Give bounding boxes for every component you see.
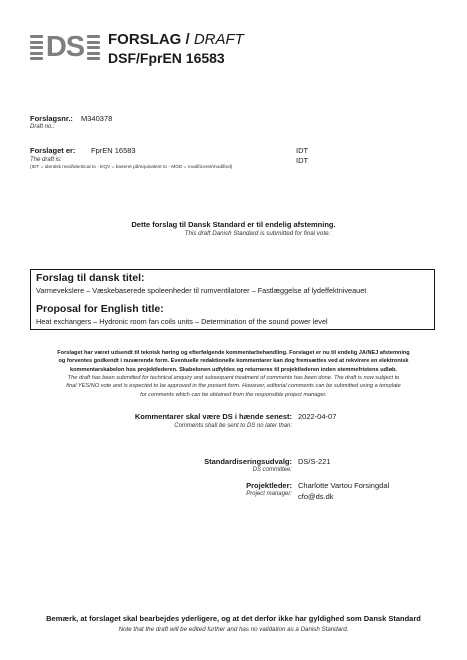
logo-bars-right xyxy=(87,35,100,61)
footer-english: Note that the draft will be edited further and has no validation as a Danish Standard. xyxy=(118,626,349,633)
manager-sub: Project manager: xyxy=(246,491,292,497)
draft-no-label: Draft no.: xyxy=(30,124,55,130)
forslaget-er-value: FprEN 16583 xyxy=(91,146,136,155)
notice-danish-line: kommentarskabelon hos projektlederen. Skabelonen udfyldes og returneres til projektlederen inden stemmefristens udløb. xyxy=(69,366,397,373)
notice-english-line: for comments which can be obtained from the responsible project manager. xyxy=(140,391,327,398)
forslaget-er-label: Forslaget er: xyxy=(30,146,76,155)
document-title xyxy=(108,31,244,48)
draft-is-idt: IDT xyxy=(296,156,309,165)
logo-text: DS xyxy=(45,31,85,63)
footer-danish: Bemærk, at forslaget skal bearbejdes yderligere, og at det derfor ikke har gyldighed som Dansk Standard xyxy=(46,614,421,623)
forslaget-er-idt: IDT xyxy=(296,146,309,155)
ds-logo xyxy=(30,33,100,63)
title-forslag: FORSLAG / xyxy=(108,31,194,48)
english-title: Heat exchangers – Hydronic room fan coils units – Determination of the sound power level xyxy=(36,317,328,326)
title-box xyxy=(30,269,435,330)
title-draft: DRAFT xyxy=(193,31,244,48)
notice-danish-line: og forventes godkendt i nuværende form. Eventuelle redaktionelle kommentarer kan dog fremsættes ved at rekvirere en elektronisk xyxy=(58,358,409,365)
manager-label: Projektleder: xyxy=(246,481,292,490)
deadline-sub: Comments shall be sent to DS no later than: xyxy=(174,423,292,429)
idt-legend: (IDT = identisk med/identical to - EQV = baseret på/equivalent to - MOD = modificeret/modified) xyxy=(30,165,233,170)
draft-is-label: The draft is: xyxy=(30,157,62,163)
notice-english-line: final YES/NO vote and is expected to be approved in the present form. However, editorial comments can be submitted using a template xyxy=(66,383,401,390)
english-title-heading: Proposal for English title: xyxy=(36,303,164,315)
notice-danish-line: Forslaget har været udsendt til teknisk høring og efterfølgende kommentarbehandling. Forslaget er nu til endelig JA/NEJ afstemning xyxy=(57,350,410,356)
danish-title: Varmevekslere – Væskebaserede spoleenheder til rumventilatorer – Fastlæggelse af lydeffektniveauet xyxy=(36,286,367,295)
committee-sub: DS committee: xyxy=(252,467,292,473)
danish-title-heading: Forslag til dansk titel: xyxy=(36,272,145,284)
document-reference: DSF/FprEN 16583 xyxy=(108,50,225,66)
deadline-label: Kommentarer skal være DS i hænde senest: xyxy=(134,412,292,421)
final-vote-danish: Dette forslag til Dansk Standard er til endelig afstemning. xyxy=(131,220,336,229)
notice-english xyxy=(30,374,437,399)
notice-english-line: The draft has been submitted for technical enquiry and subsequent treatment of comments has been done. The draft is now subject to xyxy=(67,375,400,381)
manager-email[interactable]: cfo@ds.dk xyxy=(298,492,334,501)
forslagsnr-label: Forslagsnr.: xyxy=(30,114,73,123)
deadline-value: 2022-04-07 xyxy=(298,412,337,421)
manager-name: Charlotte Vartou Forsingdal xyxy=(298,481,390,490)
committee-value: DS/S-221 xyxy=(298,457,331,466)
forslagsnr-value: M340378 xyxy=(81,114,113,123)
notice-danish xyxy=(30,349,437,374)
final-vote-english: This draft Danish Standard is submitted for final vote. xyxy=(184,230,331,237)
committee-label: Standardiseringsudvalg: xyxy=(204,457,292,466)
logo-bars-left xyxy=(30,35,43,61)
